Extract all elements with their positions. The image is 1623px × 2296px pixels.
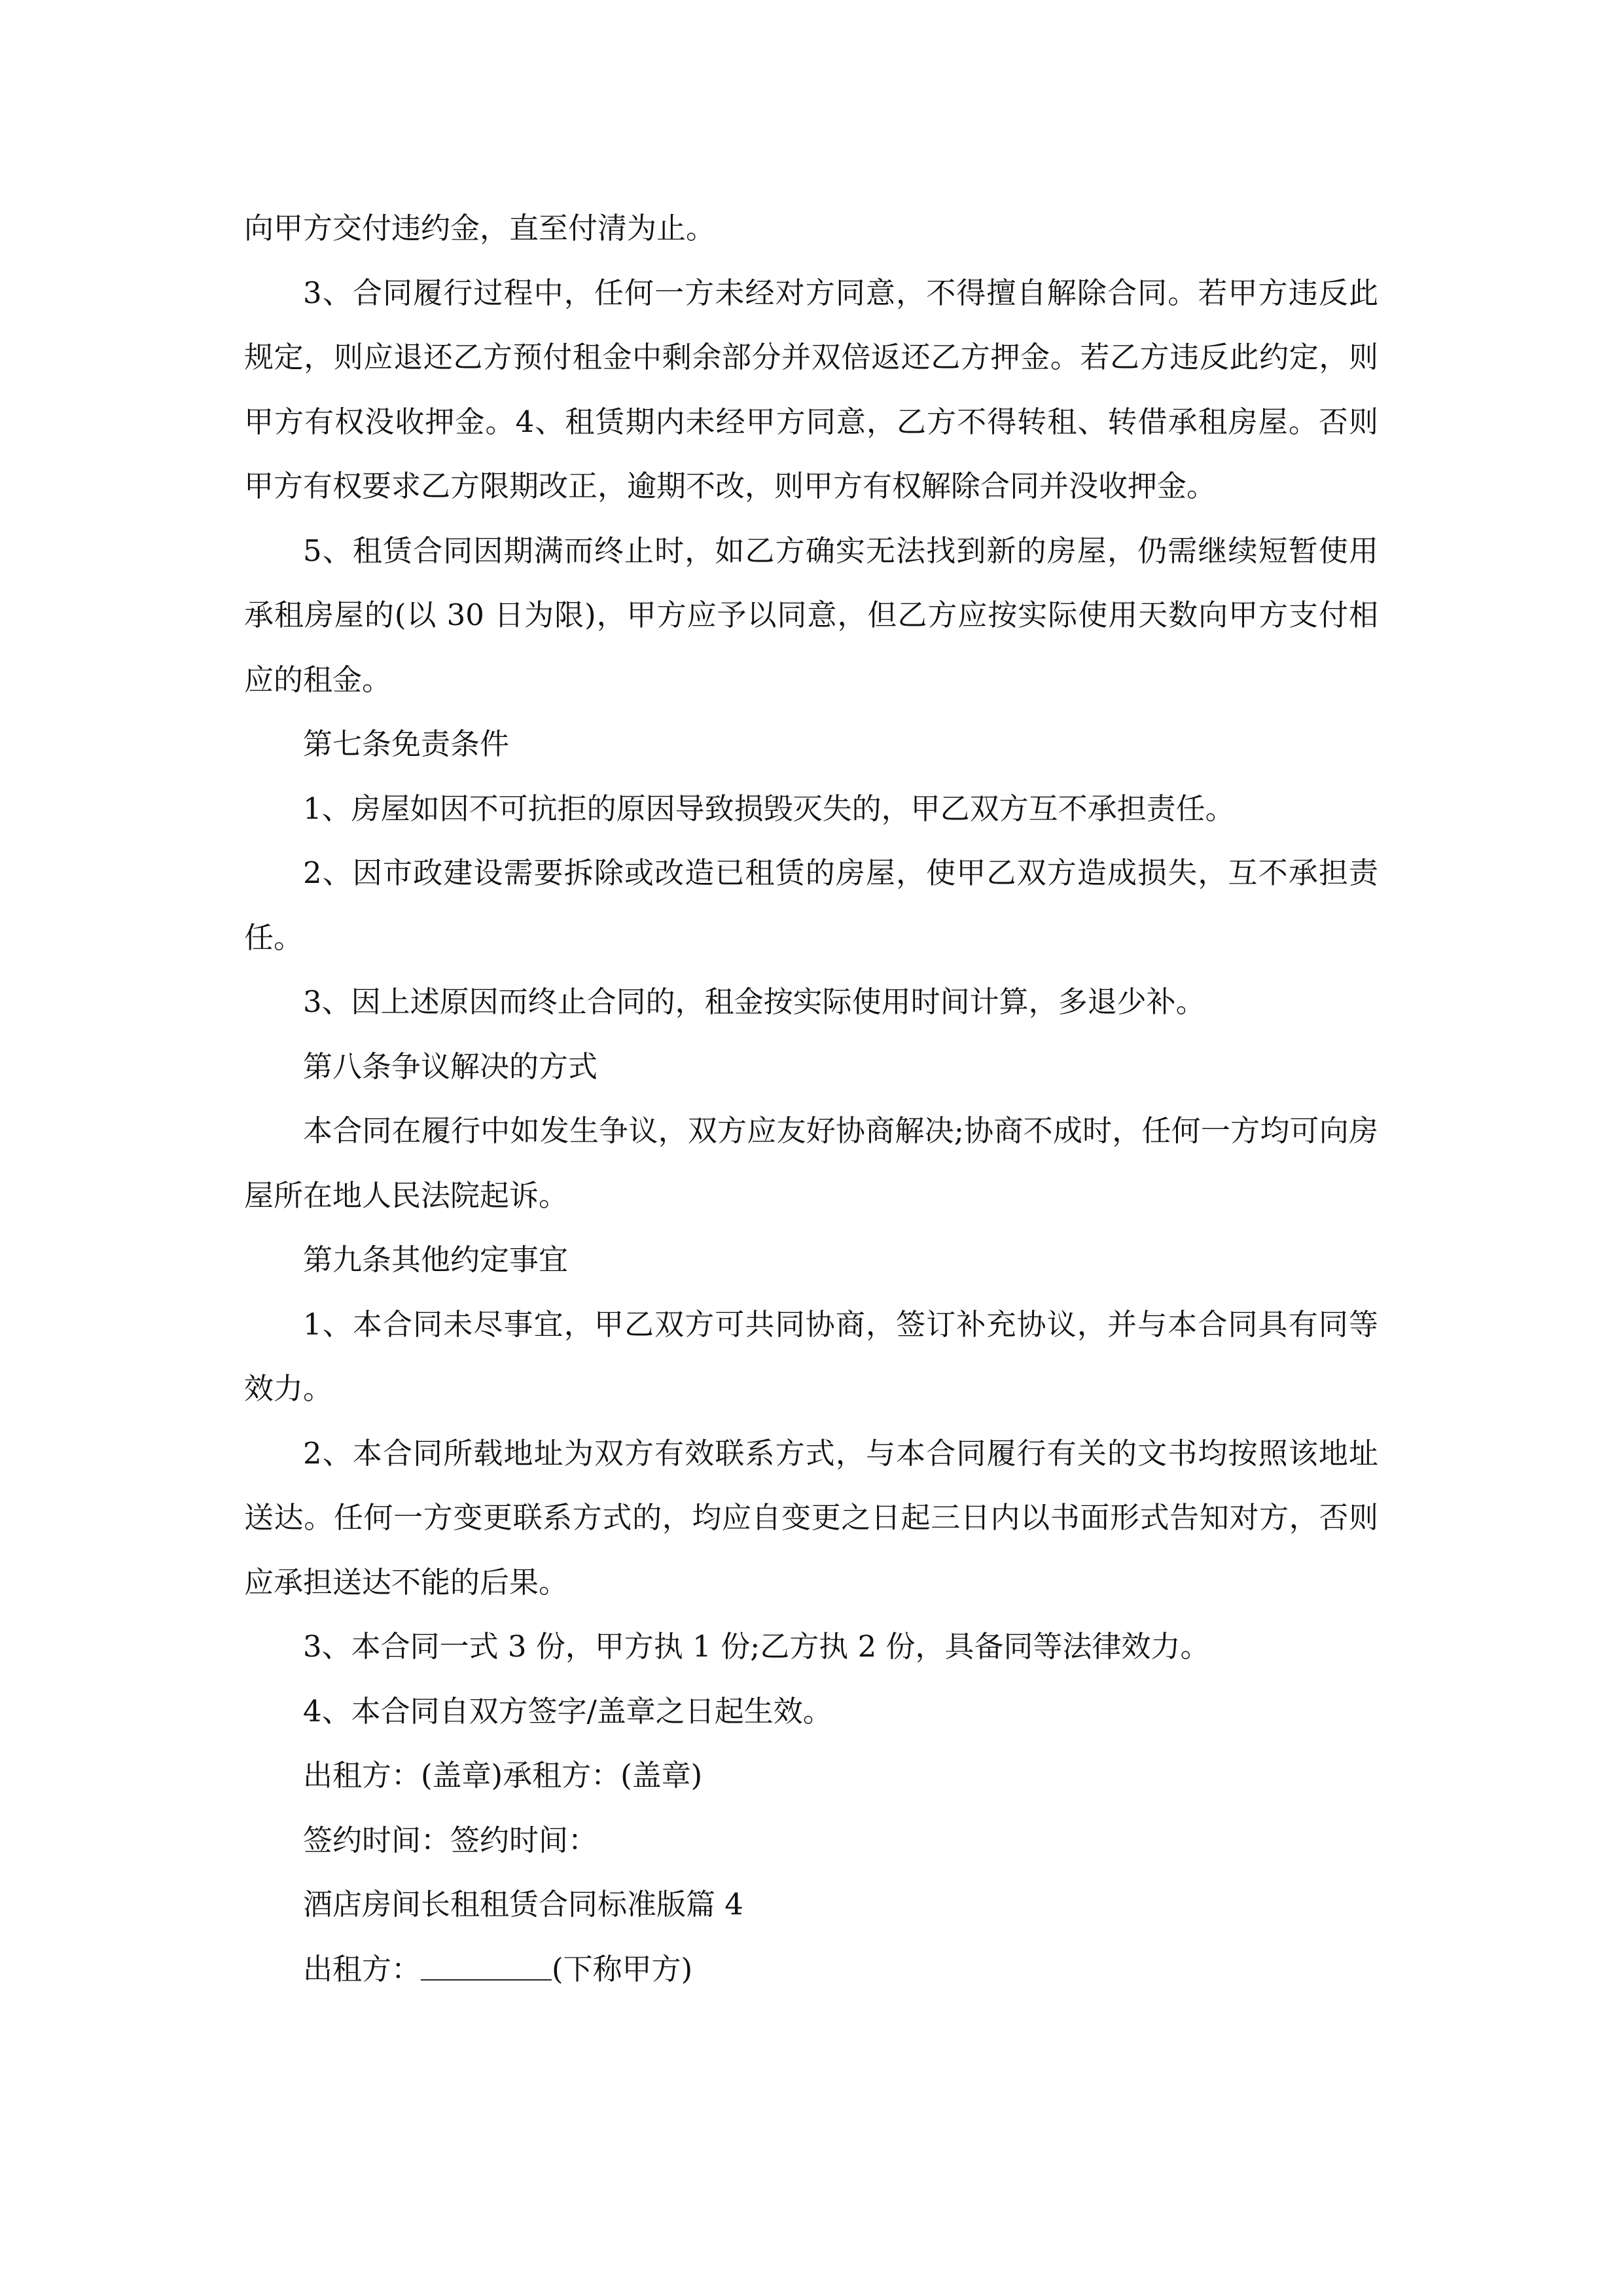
- paragraph: 4、本合同自双方签字/盖章之日起生效。: [303, 1693, 832, 1729]
- lessor-suffix: (下称甲方): [552, 1951, 693, 1986]
- paragraph: 2、本合同所载地址为双方有效联系方式，与本合同履行有关的文书均按照该地址送达。任何一方变更联系方式的，均应自变更之日起三日内以书面形式告知对方，否则应承担送达不能的后果。: [244, 1435, 1378, 1600]
- lessor-line: [244, 1937, 1378, 2002]
- signing-date-line: 签约时间：签约时间：: [303, 1822, 598, 1857]
- paragraph: 1、房屋如因不可抗拒的原因导致损毁灭失的，甲乙双方互不承担责任。: [303, 791, 1235, 826]
- lessor-label: 出租方：: [303, 1951, 421, 1986]
- paragraph: 5、租赁合同因期满而终止时，如乙方确实无法找到新的房屋，仍需继续短暂使用承租房屋的(以 30 日为限)，甲方应予以同意，但乙方应按实际使用天数向甲方支付相应的租金。: [244, 533, 1378, 697]
- paragraph: 3、合同履行过程中，任何一方未经对方同意，不得擅自解除合同。若甲方违反此规定，则应退还乙方预付租金中剩余部分并双倍返还乙方押金。若乙方违反此约定，则甲方有权没收押金。4、租赁期内未经甲方同意，乙方不得转租、转借承租房屋。否则甲方有权要求乙方限期改正，逾期不改，则甲方有权解除合同并没收押金。: [244, 275, 1378, 503]
- paragraph: 向甲方交付违约金，直至付清为止。: [244, 211, 716, 245]
- paragraph: 2、因市政建设需要拆除或改造已租赁的房屋，使甲乙双方造成损失，互不承担责任。: [244, 855, 1378, 955]
- contract-title: 酒店房间长租租赁合同标准版篇 4: [303, 1887, 743, 1922]
- blank-field: [421, 1950, 552, 1981]
- signature-line: 出租方：(盖章)承租方：(盖章): [303, 1758, 703, 1793]
- paragraph: 本合同在履行中如发生争议，双方应友好协商解决;协商不成时，任何一方均可向房屋所在地人民法院起诉。: [244, 1113, 1378, 1213]
- document-body: [244, 196, 1378, 2001]
- paragraph: 1、本合同未尽事宜，甲乙双方可共同协商，签订补充协议，并与本合同具有同等效力。: [244, 1306, 1378, 1406]
- paragraph: 3、本合同一式 3 份，甲方执 1 份;乙方执 2 份，具备同等法律效力。: [303, 1629, 1210, 1664]
- paragraph: 3、因上述原因而终止合同的，租金按实际使用时间计算，多退少补。: [303, 984, 1205, 1019]
- section-heading: 第八条争议解决的方式: [303, 1049, 598, 1084]
- section-heading: 第九条其他约定事宜: [303, 1242, 569, 1277]
- section-heading: 第七条免责条件: [303, 726, 510, 761]
